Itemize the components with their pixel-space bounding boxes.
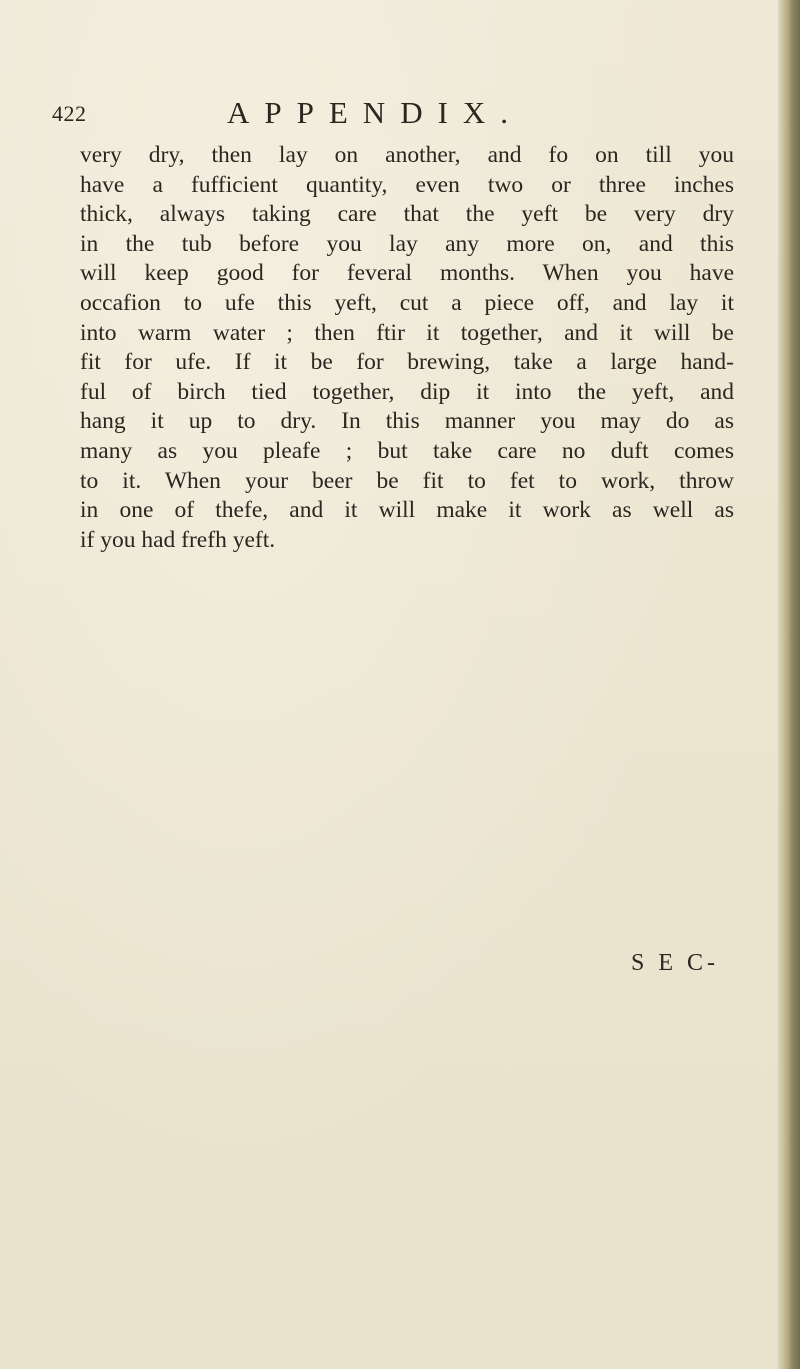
text-line: will keep good for feveral months. When you have bbox=[80, 260, 734, 287]
page-header bbox=[52, 93, 732, 133]
text-line: in the tub before you lay any more on, and this bbox=[80, 230, 734, 257]
text-line: have a fufficient quantity, even two or three inches bbox=[80, 171, 734, 198]
text-line: very dry, then lay on another, and fo on till you bbox=[80, 142, 734, 168]
text-line: thick, always taking care that the yeft be very dry bbox=[80, 201, 734, 228]
text-line: into warm water ; then ftir it together, and it will be bbox=[80, 319, 734, 346]
text-line: ful of birch tied together, dip it into the yeft, and bbox=[80, 378, 734, 405]
text-line: fit for ufe. If it be for brewing, take a large hand- bbox=[80, 349, 734, 376]
body-text bbox=[80, 141, 734, 555]
text-line: many as you pleafe ; but take care no duft comes bbox=[80, 437, 734, 464]
running-head: APPENDIX. bbox=[227, 95, 524, 130]
catchword: S E C- bbox=[631, 950, 720, 976]
text-line: to it. When your beer be fit to fet to work, throw bbox=[80, 467, 734, 494]
book-spine-edge bbox=[780, 0, 800, 1369]
page-number: 422 bbox=[52, 101, 87, 126]
text-line-last: if you had frefh yeft. bbox=[80, 526, 276, 553]
text-line: hang it up to dry. In this manner you may do as bbox=[80, 408, 734, 435]
text-line: occafion to ufe this yeft, cut a piece off, and lay it bbox=[80, 289, 734, 316]
text-line: in one of thefe, and it will make it work as well as bbox=[80, 497, 734, 524]
